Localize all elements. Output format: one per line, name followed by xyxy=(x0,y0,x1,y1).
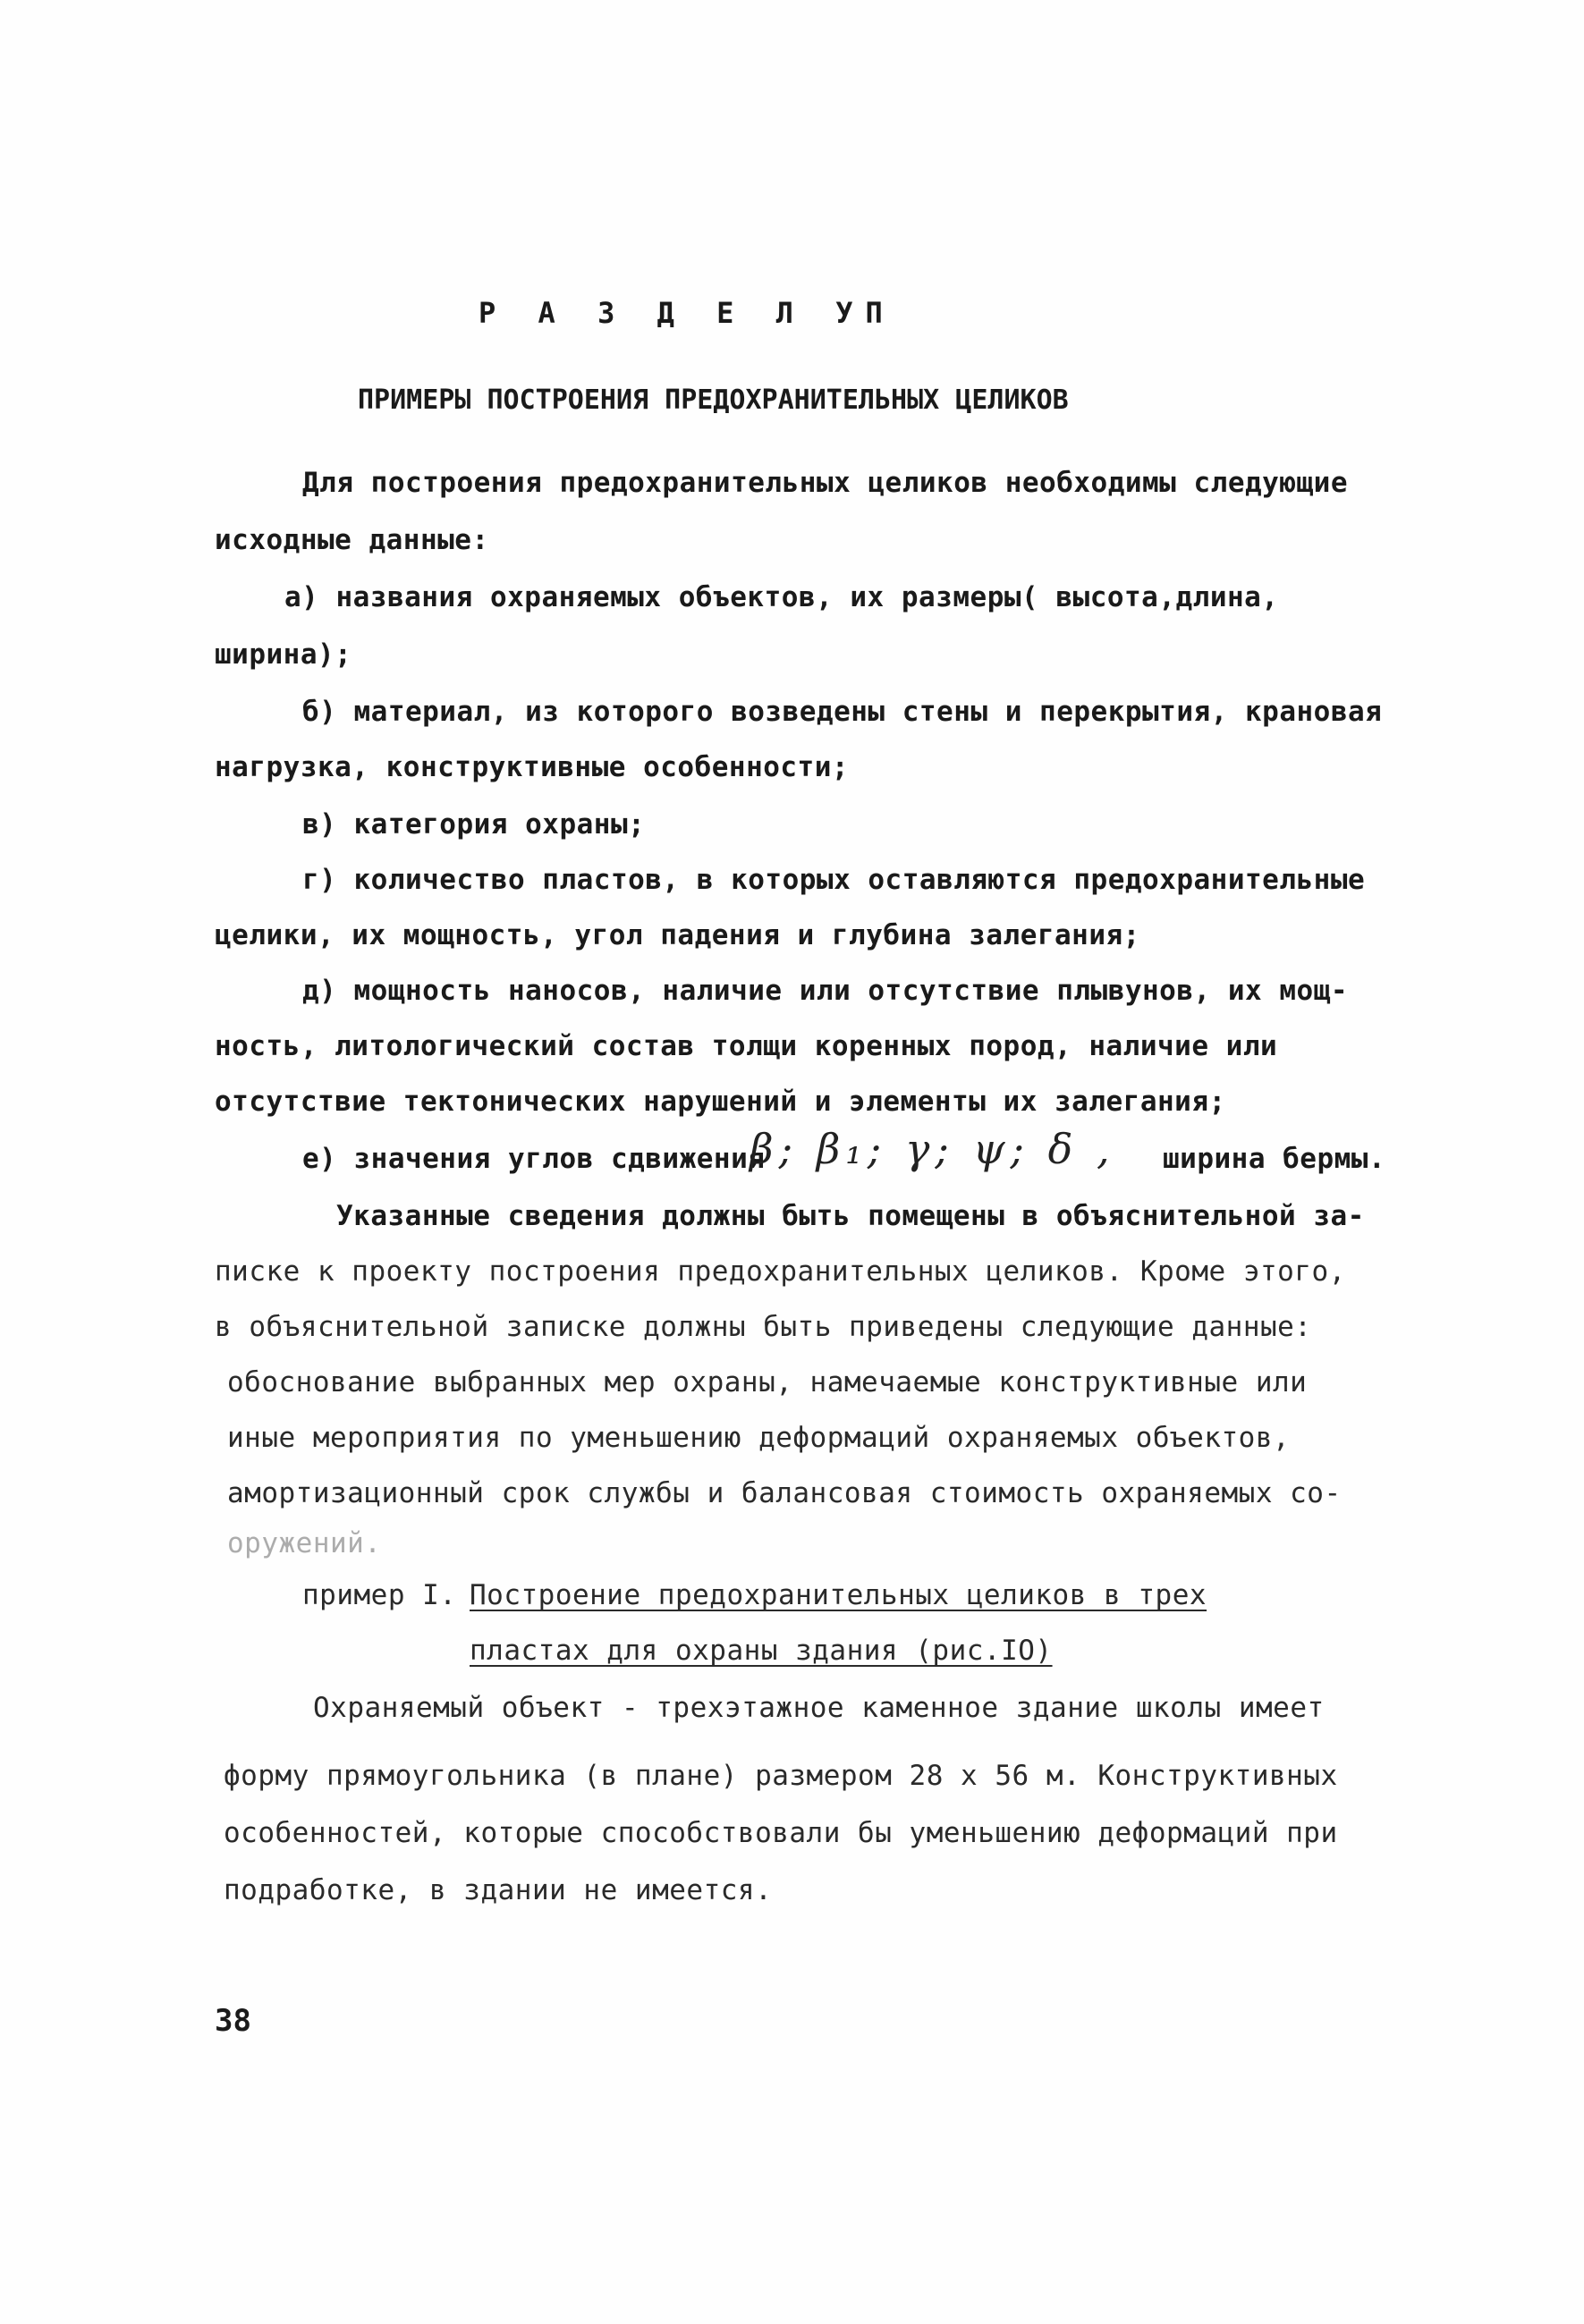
example-line-3: особенностей, которые способствовали бы уменьшению деформаций при xyxy=(224,1817,1338,1849)
item-a-line-1: а) названия охраняемых объектов, их размеры( высота,длина, xyxy=(284,581,1279,613)
section-subtitle: ПРИМЕРЫ ПОСТРОЕНИЯ ПРЕДОХРАНИТЕЛЬНЫХ ЦЕЛИКОВ xyxy=(358,385,1069,416)
item-d-line-1: д) мощность наносов, наличие или отсутствие плывунов, их мощ- xyxy=(302,975,1348,1007)
notes-line-5: иные мероприятия по уменьшению деформаций охраняемых объектов, xyxy=(227,1422,1291,1454)
page-number: 38 xyxy=(215,2003,251,2039)
notes-line-6: амортизационный срок службы и балансовая стоимость охраняемых со- xyxy=(227,1477,1342,1509)
example-line-2: форму прямоугольника (в плане) размером 28 х 56 м. Конструктивных xyxy=(224,1760,1338,1792)
item-g-line-1: г) количество пластов, в которых оставляются предохранительные xyxy=(302,864,1366,896)
shear-angle-symbols: β; β₁; γ; ψ; δ , xyxy=(750,1125,1115,1173)
item-d-line-3: отсутствие тектонических нарушений и элементы их залегания; xyxy=(215,1086,1226,1118)
item-e-suffix: ширина бермы. xyxy=(1163,1143,1386,1175)
example-title-line-1: Построение предохранительных целиков в трех xyxy=(470,1579,1207,1611)
intro-line-2: исходные данные: xyxy=(215,524,489,556)
example-line-4: подработке, в здании не имеется. xyxy=(224,1874,773,1906)
example-title-line-2: пластах для охраны здания (рис.IO) xyxy=(470,1635,1053,1667)
notes-line-7: оружений. xyxy=(227,1527,382,1559)
item-d-line-2: ность, литологический состав толщи коренных пород, наличие или xyxy=(215,1030,1278,1062)
example-label: пример I. xyxy=(302,1579,457,1611)
item-v-line-1: в) категория охраны; xyxy=(302,808,646,841)
intro-line-1: Для построения предохранительных целиков необходимы следующие xyxy=(302,467,1348,499)
notes-line-3: в объяснительной записке должны быть приведены следующие данные: xyxy=(215,1311,1312,1343)
item-b-line-1: б) материал, из которого возведены стены и перекрытия, крановая xyxy=(302,696,1383,728)
example-line-1: Охраняемый объект - трехэтажное каменное здание школы имеет xyxy=(313,1692,1325,1724)
section-title: Р А З Д Е Л УП xyxy=(479,296,895,330)
item-b-line-2: нагрузка, конструктивные особенности; xyxy=(215,751,850,783)
item-a-line-2: ширина); xyxy=(215,638,352,671)
notes-line-1: Указанные сведения должны быть помещены в объяснительной за- xyxy=(336,1200,1365,1232)
item-g-line-2: целики, их мощность, угол падения и глубина залегания; xyxy=(215,919,1140,951)
item-e-prefix: е) значения углов сдвижения xyxy=(302,1143,766,1175)
notes-line-2: писке к проекту построения предохранительных целиков. Кроме этого, xyxy=(215,1255,1346,1288)
notes-line-4: обоснование выбранных мер охраны, намечаемые конструктивные или xyxy=(227,1366,1308,1399)
